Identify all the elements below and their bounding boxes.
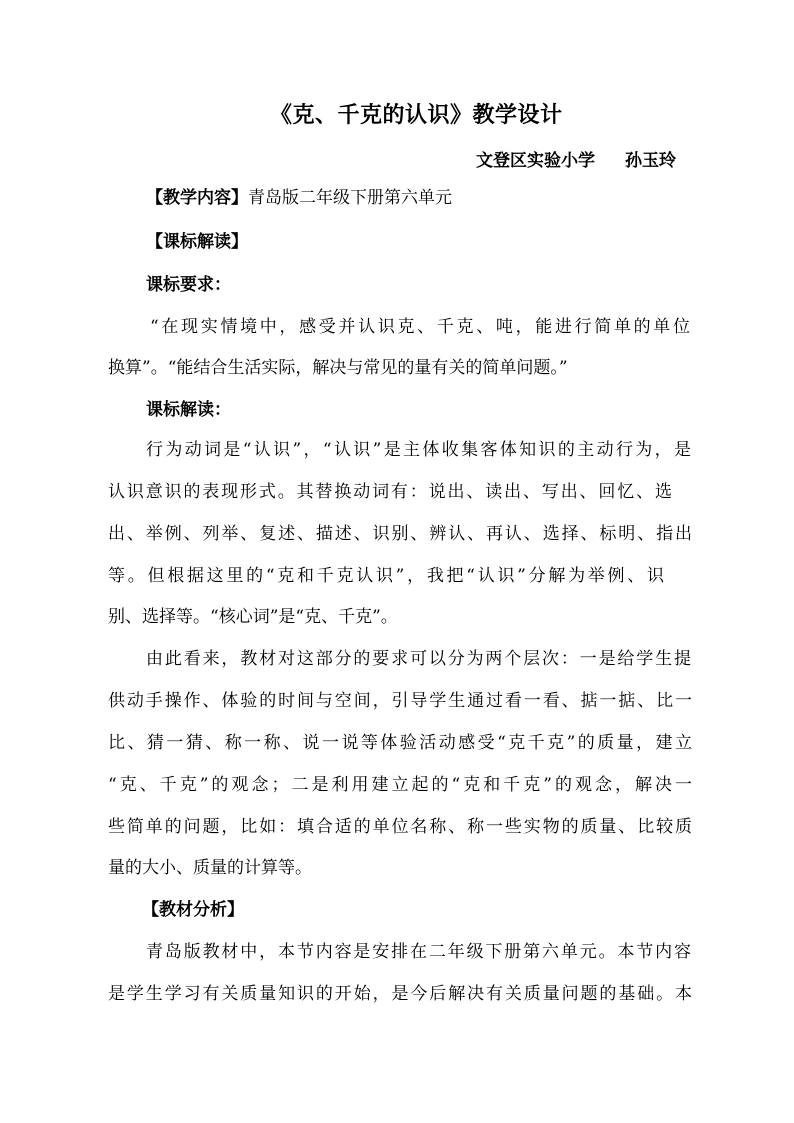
interpretation-p2-line-3: 比、猜一猜、称一称、说一说等体验活动感受“克千克”的质量，建立	[108, 733, 692, 753]
interpretation-p2-line-5: 些简单的问题，比如：填合适的单位名称、称一些实物的质量、比较质	[108, 817, 692, 837]
curriculum-interpretation-heading: 课标解读：	[146, 400, 231, 420]
interpretation-p1-line-3: 出、举例、列举、复述、描述、识别、辨认、再认、选择、标明、指出	[108, 524, 692, 544]
textbook-analysis-heading: 【教材分析】	[142, 900, 244, 920]
interpretation-p1-line-1: 行为动词是“认识”，“认识”是主体收集客体知识的主动行为，是	[146, 440, 691, 460]
requirement-line-2: 换算”。“能结合生活实际，解决与常见的量有关的简单问题。”	[108, 358, 568, 378]
interpretation-p1-line-2: 认识意识的表现形式。其替换动词有：说出、读出、写出、回忆、选	[108, 482, 672, 502]
teaching-content-line	[146, 186, 452, 210]
author-school: 文登区实验小学	[476, 151, 595, 171]
teaching-content-text: 青岛版二年级下册第六单元	[248, 188, 452, 208]
textbook-analysis-line-2: 是学生学习有关质量知识的开始，是今后解决有关质量问题的基础。本	[108, 984, 692, 1004]
requirement-line-1: “在现实情境中，感受并认识克、千克、吨，能进行简单的单位	[150, 317, 690, 337]
curriculum-requirement-heading: 课标要求：	[146, 275, 231, 295]
interpretation-p2-line-4: “克、千克”的观念；二是利用建立起的“克和千克”的观念，解决一	[108, 775, 692, 795]
interpretation-p1-line-5: 别、选择等。“核心词”是“克、千克”。	[108, 607, 398, 627]
author-name: 孙玉玲	[625, 151, 676, 171]
teaching-content-label: 【教学内容】	[146, 188, 248, 208]
document-title: 《克、千克的认识》教学设计	[270, 102, 563, 128]
interpretation-p2-line-1: 由此看来，教材对这部分的要求可以分为两个层次：一是给学生提	[146, 649, 691, 669]
interpretation-p1-line-4: 等。但根据这里的“克和千克认识”，我把“认识”分解为举例、识	[108, 566, 664, 586]
interpretation-p2-line-2: 供动手操作、体验的时间与空间，引导学生通过看一看、掂一掂、比一	[108, 691, 692, 711]
curriculum-heading: 【课标解读】	[146, 232, 248, 252]
author-line	[476, 146, 676, 171]
interpretation-p2-line-6: 量的大小、质量的计算等。	[108, 858, 312, 878]
textbook-analysis-line-1: 青岛版教材中，本节内容是安排在二年级下册第六单元。本节内容	[146, 942, 691, 962]
